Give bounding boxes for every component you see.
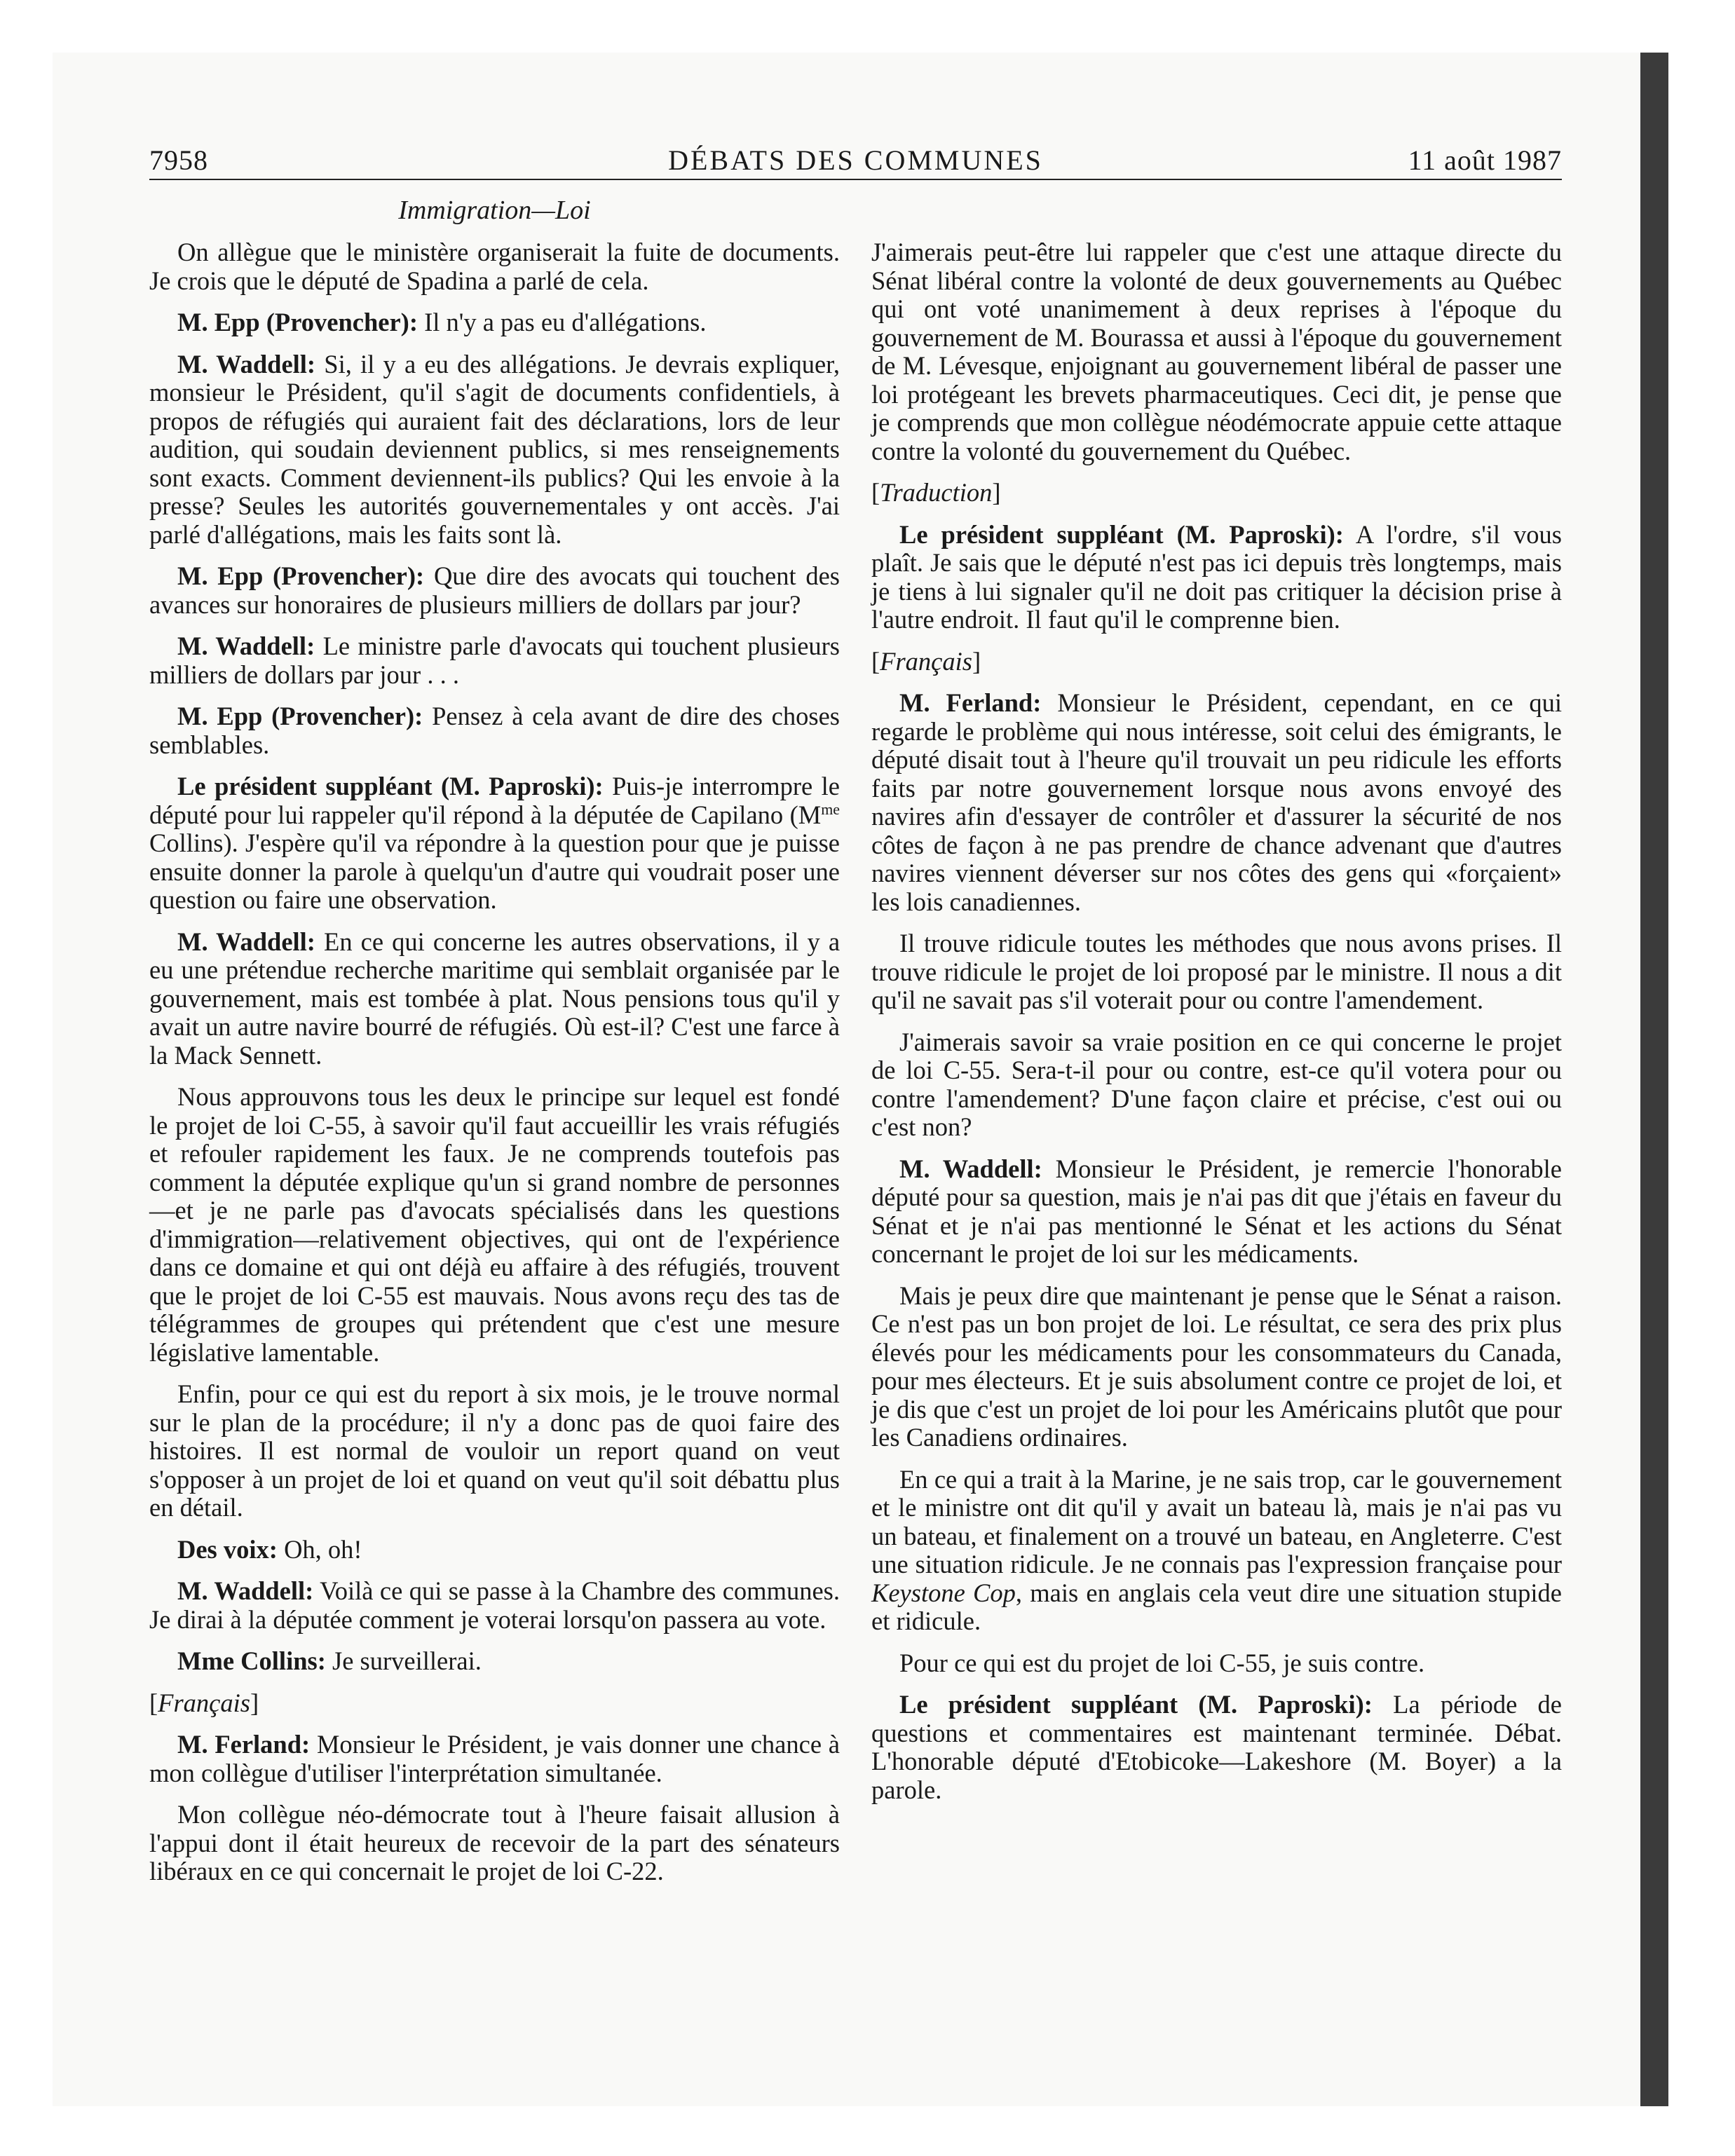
language-tag: [ Français ] bbox=[871, 648, 1562, 676]
speech: Des voix: Oh, oh! bbox=[177, 1534, 362, 1564]
speaker: M. Ferland: bbox=[177, 1730, 311, 1759]
speech: Le président suppléant (M. Paproski): La période de questions et commentaires est maintenant terminée. Débat. L'honorable député d'Etobicoke—Lakeshore (M. Boyer) a la parole. bbox=[871, 1690, 1563, 1804]
speech: M. Ferland: Monsieur le Président, je vais donner une chance à mon collègue d'utiliser l'interprétation simultanée. bbox=[149, 1730, 840, 1787]
right-column bbox=[871, 238, 1562, 1817]
language-tag: [ Français ] bbox=[149, 1689, 840, 1718]
paragraph: On allègue que le ministère organiserait la fuite de documents. Je crois que le député de Spadina a parlé de cela. bbox=[149, 238, 840, 295]
page-number: 7958 bbox=[149, 144, 208, 176]
language-tag: [ Traduction ] bbox=[871, 479, 1562, 507]
running-head: Immigration—Loi bbox=[398, 196, 591, 225]
speaker: Le président suppléant (M. Paproski): bbox=[177, 772, 604, 800]
scan-edge-strip bbox=[1640, 53, 1668, 2106]
left-column bbox=[149, 238, 840, 1899]
paragraph: Nous approuvons tous les deux le principe sur lequel est fondé le projet de loi C-55, à savoir qu'il faut accueillir les vrais réfugiés et refouler rapidement les faux. Je ne comprends toutefois pas comment la députée explique qu'un si grand nombre de personnes—et je ne parle pas d'avocats spécialisés dans les questions d'immigration—relativement objectives, qui ont de l'expérience dans ce domaine et qui ont déjà eu affaire à des réfugiés, trouvent que le projet de loi C-55 est mauvais. Nous avons reçu des tas de télégrammes de groupes qui prétendent que c'est une mesure législative lamentable. bbox=[149, 1082, 840, 1367]
paragraph: Pour ce qui est du projet de loi C-55, je suis contre. bbox=[899, 1648, 1425, 1677]
paragraph: Enfin, pour ce qui est du report à six mois, je le trouve normal sur le plan de la procédure; il n'y a donc pas de quoi faire des histoires. Il est normal de vouloir un report quand on veut s'opposer à un projet de loi et quand on veut qu'il soit débattu plus en détail. bbox=[149, 1379, 840, 1522]
paragraph: Il trouve ridicule toutes les méthodes que nous avons prises. Il trouve ridicule le projet de loi proposé par le ministre. Il nous a dit qu'il ne savait pas s'il voterait pour ou contre l'amendement. bbox=[871, 929, 1562, 1014]
speech: Mme Collins: Je surveillerai. bbox=[177, 1646, 482, 1675]
speaker: Le président suppléant (M. Paproski): bbox=[899, 519, 1344, 549]
speech: M. Epp (Provencher): Pensez à cela avant de dire des choses semblables. bbox=[149, 702, 840, 759]
speaker: M. Epp (Provencher): bbox=[177, 702, 423, 730]
speech: Le président suppléant (M. Paproski): Puis-je interrompre le député pour lui rappeler qu'il répond à la députée de Capilano ($M^{me}$ Collins). J'espère qu'il va répondre à la question pour que je puisse ensuite donner la parole à quelqu'un d'autre qui voudrait poser une question ou faire une observation. bbox=[149, 772, 840, 914]
publication-title: DÉBATS DES COMMUNES bbox=[668, 144, 1043, 176]
paragraph: J'aimerais peut-être lui rappeler que c'est une attaque directe du Sénat libéral contre la volonté de deux gouvernements au Québec qui ont voté unanimement à deux reprises à l'époque du gouvernement de M. Bourassa et aussi à l'époque du gouvernement de M. Lévesque, enjoignant au gouvernement libéral de passer une loi protégeant les brevets pharmaceutiques. Ceci dit, je pense que je comprends que mon collègue néodémocrate appuie cette attaque contre la volonté du gouvernement du Québec. bbox=[871, 238, 1562, 465]
speaker: M. Waddell: bbox=[177, 349, 316, 378]
speech: M. Waddell: Si, il y a eu des allégations. Je devrais expliquer, monsieur le Président, qu'il s'agit de documents confidentiels, à propos de réfugiés qui auraient fait des déclarations, lors de leur audition, qui soudain deviennent publics, si mes renseignements sont exacts. Comment deviennent-ils publics? Qui les envoie à la presse? Seules les autorités gouvernementales y ont accès. J'ai parlé d'allégations, mais les faits sont là. bbox=[149, 349, 841, 549]
speaker: M. Epp (Provencher): bbox=[177, 308, 418, 336]
speaker: M. Waddell: bbox=[177, 1576, 314, 1605]
speaker: Le président suppléant (M. Paproski): bbox=[899, 1690, 1373, 1719]
speech: M. Ferland: Monsieur le Président, cependant, en ce qui regarde le problème qui nous intéresse, soit celui des émigrants, le député disait tout à l'heure qu'il trouvait un peu ridicule les efforts faits par notre gouvernement lorsque nous avons envoyé des navires afin d'essayer de contrôler et d'assurer la sécurité de nos côtes de façon à ne pas prendre de chance advenant que d'autres navires viennent déverser sur nos côtes des gens qui «forçaient» les lois canadiennes. bbox=[871, 688, 1563, 916]
page-date: 11 août 1987 bbox=[1408, 144, 1562, 176]
page-header bbox=[149, 144, 1562, 180]
paragraph: Mon collègue néo-démocrate tout à l'heure faisait allusion à l'appui dont il était heureux de recevoir de la part des sénateurs libéraux en ce qui concernait le projet de loi C-22. bbox=[149, 1800, 840, 1885]
speaker: Mme Collins: bbox=[177, 1646, 326, 1675]
paragraph: En ce qui a trait à la Marine, je ne sais trop, car le gouvernement et le ministre ont dit qu'il y avait un bateau là, mais je n'ai pas vu un bateau, et finalement on a trouvé un bateau, en Angleterre. C'est une situation ridicule. Je ne connais pas l'expression française pour Keystone Cop, mais en anglais cela veut dire une situation stupide et ridicule. bbox=[871, 1464, 1562, 1635]
speech: Le président suppléant (M. Paproski): A l'ordre, s'il vous plaît. Je sais que le député n'est pas ici depuis très longtemps, mais je tiens à lui signaler qu'il ne doit pas critiquer la décision prise à l'autre endroit. Il faut qu'il le comprenne bien. bbox=[871, 519, 1563, 634]
speaker: M. Waddell: bbox=[177, 927, 315, 956]
speaker: Des voix: bbox=[177, 1534, 278, 1564]
speaker: M. Ferland: bbox=[899, 688, 1042, 717]
speech: M. Epp (Provencher): Il n'y a pas eu d'allégations. bbox=[177, 308, 707, 336]
speaker: M. Waddell: bbox=[177, 632, 315, 660]
speech: M. Epp (Provencher): Que dire des avocats qui touchent des avances sur honoraires de plusieurs milliers de dollars par jour? bbox=[149, 561, 841, 619]
speaker: M. Epp (Provencher): bbox=[177, 561, 425, 590]
speaker: M. Waddell: bbox=[899, 1154, 1042, 1183]
paragraph: Mais je peux dire que maintenant je pense que le Sénat a raison. Ce n'est pas un bon projet de loi. Le résultat, ce sera des prix plus élevés pour les médicaments pour les consommateurs du Canada, pour mes électeurs. Et je suis absolument contre ce projet de loi, et je dis que c'est un projet de loi pour les Américains plutôt que pour les Canadiens ordinaires. bbox=[871, 1281, 1562, 1452]
speech: M. Waddell: Le ministre parle d'avocats qui touchent plusieurs milliers de dollars par jour . . . bbox=[149, 632, 841, 689]
speech: M. Waddell: Voilà ce qui se passe à la Chambre des communes. Je dirai à la députée comment je voterai lorsqu'on passera au vote. bbox=[149, 1576, 840, 1634]
speech: M. Waddell: Monsieur le Président, je remercie l'honorable député pour sa question, mais je n'ai pas dit que j'étais en faveur du Sénat et je n'ai pas mentionné le Sénat et les actions du Sénat concernant le projet de loi sur les médicaments. bbox=[871, 1154, 1562, 1268]
speech: M. Waddell: En ce qui concerne les autres observations, il y a eu une prétendue recherche maritime qui semblait organisée par le gouvernement, mais est tombée à plat. Nous pensions tous qu'il y avait un autre navire bourré de réfugiés. Où est-il? C'est une farce à la Mack Sennett. bbox=[149, 927, 841, 1070]
paragraph: J'aimerais savoir sa vraie position en ce qui concerne le projet de loi C-55. Sera-t-il pour ou contre, est-ce qu'il votera pour ou contre l'amendement? D'une façon claire et précise, c'est oui ou c'est non? bbox=[871, 1027, 1562, 1141]
